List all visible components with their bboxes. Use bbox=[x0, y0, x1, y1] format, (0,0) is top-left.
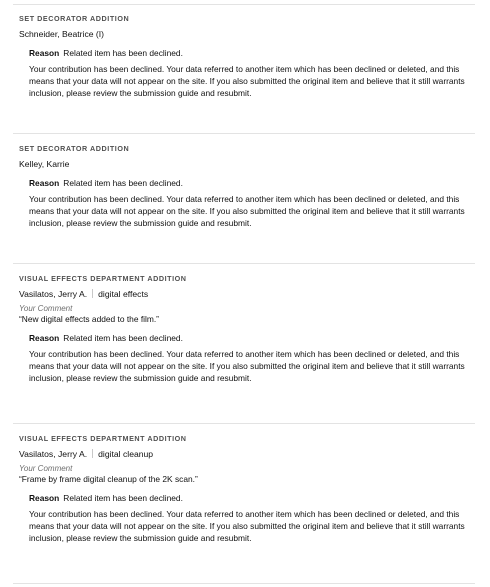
submission-item bbox=[19, 144, 470, 230]
divider bbox=[13, 4, 475, 5]
person-name-text: Vasilatos, Jerry A. bbox=[19, 449, 88, 459]
reason-line bbox=[29, 178, 470, 189]
submission-category: SET DECORATOR ADDITION bbox=[19, 14, 130, 23]
reason-line bbox=[29, 333, 470, 344]
reason-text: Related item has been declined. bbox=[63, 178, 183, 188]
decline-explanation: Your contribution has been declined. Your data referred to another item which has been declined or deleted, and this means that your data will not appear on the site. If you also submitted the original item and believe that it still warrants inclusion, please review the submission guide and resubmit. bbox=[29, 349, 465, 384]
person-name-text: Kelley, Karrie bbox=[19, 159, 70, 169]
comment-text: “New digital effects added to the film.” bbox=[19, 314, 159, 324]
reason-label: Reason bbox=[29, 493, 60, 503]
person-name-text: Schneider, Beatrice (I) bbox=[19, 29, 105, 39]
reason-label: Reason bbox=[29, 333, 60, 343]
reason-label: Reason bbox=[29, 48, 60, 58]
reason-text: Related item has been declined. bbox=[63, 333, 183, 343]
submission-item bbox=[19, 14, 470, 100]
comment-text: “Frame by frame digital cleanup of the 2K scan.” bbox=[19, 474, 198, 484]
person-name bbox=[19, 159, 470, 170]
reason-block bbox=[29, 493, 470, 545]
person-role: digital effects bbox=[98, 289, 149, 299]
reason-block bbox=[29, 48, 470, 100]
comment-label: Your Comment bbox=[19, 464, 73, 473]
submission-item bbox=[19, 274, 470, 385]
decline-explanation: Your contribution has been declined. Your data referred to another item which has been declined or deleted, and this means that your data will not appear on the site. If you also submitted the original item and believe that it still warrants inclusion, please review the submission guide and resubmit. bbox=[29, 64, 465, 99]
divider bbox=[13, 263, 475, 264]
reason-line bbox=[29, 493, 470, 504]
reason-text: Related item has been declined. bbox=[63, 48, 183, 58]
submission-category: SET DECORATOR ADDITION bbox=[19, 144, 130, 153]
comment-label: Your Comment bbox=[19, 304, 73, 313]
separator bbox=[92, 449, 93, 458]
person-role: digital cleanup bbox=[98, 449, 154, 459]
submission-category: VISUAL EFFECTS DEPARTMENT ADDITION bbox=[19, 274, 187, 283]
decline-explanation: Your contribution has been declined. Your data referred to another item which has been declined or deleted, and this means that your data will not appear on the site. If you also submitted the original item and believe that it still warrants inclusion, please review the submission guide and resubmit. bbox=[29, 194, 465, 229]
reason-block bbox=[29, 333, 470, 385]
person-name bbox=[19, 289, 470, 300]
decline-explanation: Your contribution has been declined. Your data referred to another item which has been declined or deleted, and this means that your data will not appear on the site. If you also submitted the original item and believe that it still warrants inclusion, please review the submission guide and resubmit. bbox=[29, 509, 465, 544]
reason-block bbox=[29, 178, 470, 230]
separator bbox=[92, 289, 93, 298]
submission-category: VISUAL EFFECTS DEPARTMENT ADDITION bbox=[19, 434, 187, 443]
reason-line bbox=[29, 48, 470, 59]
person-name bbox=[19, 29, 470, 40]
person-name bbox=[19, 449, 470, 460]
person-name-text: Vasilatos, Jerry A. bbox=[19, 289, 88, 299]
submission-item bbox=[19, 434, 470, 545]
reason-text: Related item has been declined. bbox=[63, 493, 183, 503]
divider bbox=[13, 583, 475, 584]
divider bbox=[13, 133, 475, 134]
reason-label: Reason bbox=[29, 178, 60, 188]
divider bbox=[13, 423, 475, 424]
